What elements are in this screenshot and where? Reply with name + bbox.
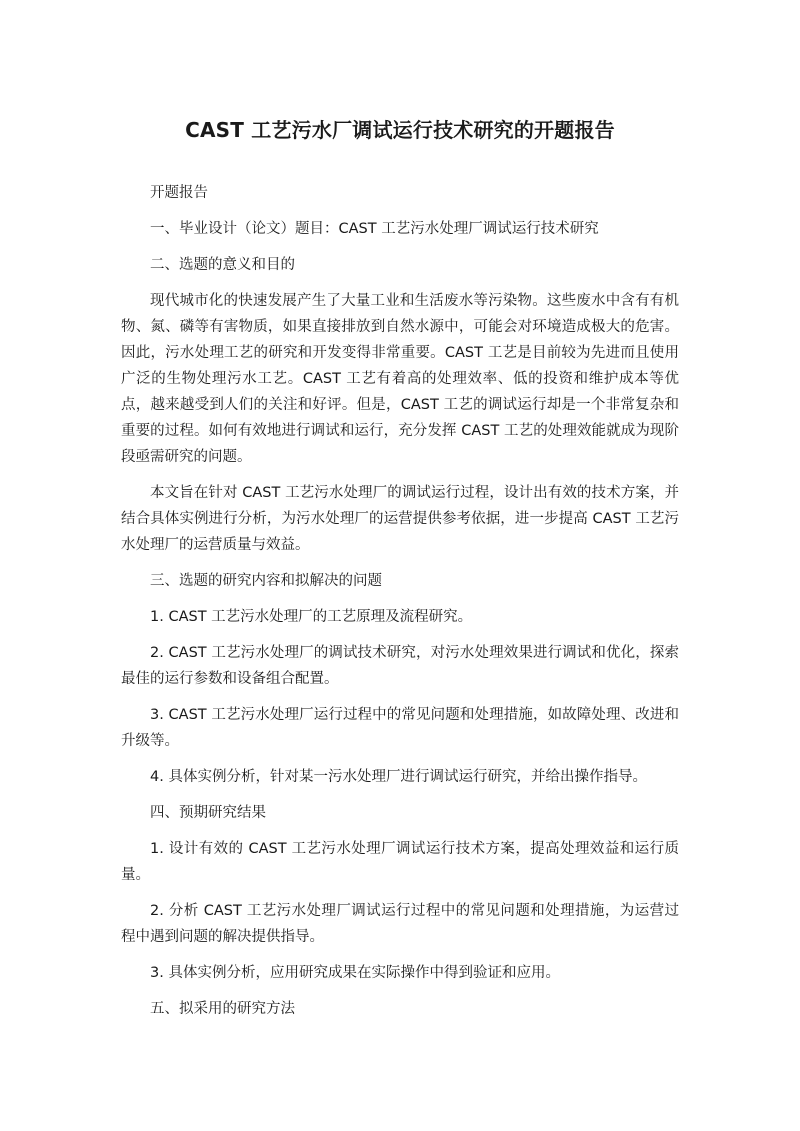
document-body <box>121 180 679 1032</box>
list-item: 2. CAST 工艺污水处理厂的调试技术研究，对污水处理效果进行调试和优化，探索最佳的运行参数和设备组合配置。 <box>121 645 679 687</box>
body-paragraph: 现代城市化的快速发展产生了大量工业和生活废水等污染物。这些废水中含有有机物、氮、磷等有害物质，如果直接排放到自然水源中，可能会对环境造成极大的危害。因此，污水处理工艺的研究和开发变得非常重要。CAST 工艺是目前较为先进而且使用广泛的生物处理污水工艺。CAST 工艺有着高的处理效率、低的投资和维护成本等优点，越来越受到人们的关注和好评。但是，CAST 工艺的调试运行却是一个非常复杂和重要的过程。如何有效地进行调试和运行，充分发挥 CAST 工艺的处理效能就成为现阶段亟需研究的问题。 <box>121 293 679 465</box>
list-item: 3. 具体实例分析，应用研究成果在实际操作中得到验证和应用。 <box>150 965 560 981</box>
section-heading-research-content: 三、选题的研究内容和拟解决的问题 <box>150 573 382 589</box>
section-heading-significance: 二、选题的意义和目的 <box>150 257 295 273</box>
section-heading-thesis-title: 一、毕业设计（论文）题目：CAST 工艺污水处理厂调试运行技术研究 <box>150 221 599 237</box>
list-item: 4. 具体实例分析，针对某一污水处理厂进行调试运行研究，并给出操作指导。 <box>150 769 647 785</box>
section-heading-methods: 五、拟采用的研究方法 <box>150 1001 295 1017</box>
document-title: CAST 工艺污水厂调试运行技术研究的开题报告 <box>185 118 615 142</box>
section-heading-expected-results: 四、预期研究结果 <box>150 805 266 821</box>
list-item: 3. CAST 工艺污水处理厂运行过程中的常见问题和处理措施，如故障处理、改进和升级等。 <box>121 707 679 749</box>
list-item: 2. 分析 CAST 工艺污水处理厂调试运行过程中的常见问题和处理措施，为运营过程中遇到问题的解决提供指导。 <box>121 903 679 945</box>
list-item: 1. 设计有效的 CAST 工艺污水处理厂调试运行技术方案，提高处理效益和运行质量。 <box>121 841 679 883</box>
list-item: 1. CAST 工艺污水处理厂的工艺原理及流程研究。 <box>150 609 473 625</box>
body-paragraph: 本文旨在针对 CAST 工艺污水处理厂的调试运行过程，设计出有效的技术方案，并结合具体实例进行分析，为污水处理厂的运营提供参考依据，进一步提高 CAST 工艺污水处理厂的运营质量与效益。 <box>121 485 679 553</box>
section-label-report: 开题报告 <box>150 185 208 201</box>
